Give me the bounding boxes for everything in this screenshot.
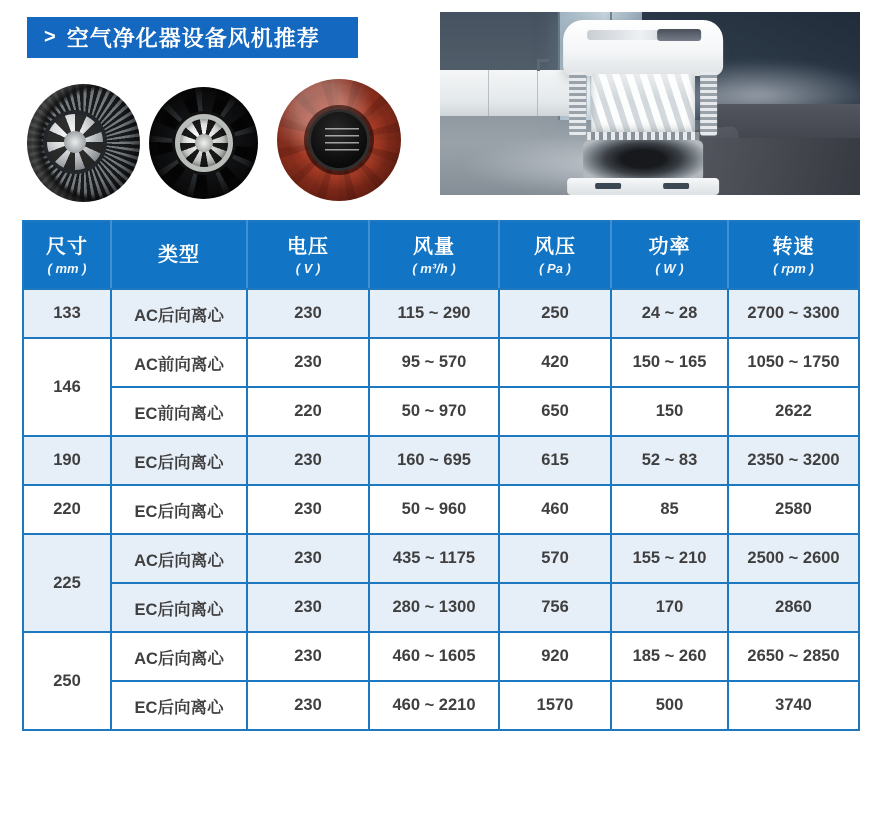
air-purifier-scene-photo	[440, 12, 860, 195]
spec-cell: 1050 ~ 1750	[728, 338, 859, 387]
column-header: 电压 ( V )	[247, 221, 369, 289]
column-header: 风量 ( m³/h )	[369, 221, 499, 289]
spec-cell: 756	[499, 583, 611, 632]
fan-spec-table	[22, 220, 860, 731]
spec-cell: 570	[499, 534, 611, 583]
table-row	[23, 289, 859, 338]
spec-cell: 160 ~ 695	[369, 436, 499, 485]
table-row	[23, 632, 859, 681]
spec-cell: AC后向离心	[111, 534, 247, 583]
table-row	[23, 485, 859, 534]
spec-cell: 3740	[728, 681, 859, 730]
size-cell: 225	[23, 534, 111, 632]
spec-cell: EC后向离心	[111, 583, 247, 632]
black-centrifugal-fan-image	[149, 87, 258, 199]
spec-cell: 230	[247, 681, 369, 730]
spec-cell: 230	[247, 534, 369, 583]
table-header	[23, 221, 859, 289]
base-vent-slot	[663, 183, 689, 189]
fan-motor-label	[308, 109, 370, 171]
purifier-top-cap	[563, 20, 723, 76]
size-cell: 190	[23, 436, 111, 485]
table-row	[23, 436, 859, 485]
spec-cell: 230	[247, 583, 369, 632]
spec-cell: 500	[611, 681, 728, 730]
spec-cell: 230	[247, 436, 369, 485]
spec-cell: 95 ~ 570	[369, 338, 499, 387]
header-row	[23, 221, 859, 289]
spec-cell: 230	[247, 632, 369, 681]
spec-cell: 24 ~ 28	[611, 289, 728, 338]
spec-cell: 220	[247, 387, 369, 436]
size-cell: 250	[23, 632, 111, 730]
spec-cell: 50 ~ 960	[369, 485, 499, 534]
size-cell: 133	[23, 289, 111, 338]
column-header: 类型	[111, 221, 247, 289]
air-purifier-cutaway	[557, 20, 729, 195]
page-title: 空气净化器设备风机推荐	[66, 26, 320, 51]
spec-cell: 2580	[728, 485, 859, 534]
column-header: 风压 ( Pa )	[499, 221, 611, 289]
size-cell: 146	[23, 338, 111, 436]
spec-cell: 230	[247, 289, 369, 338]
spec-cell: 2622	[728, 387, 859, 436]
spec-cell: 1570	[499, 681, 611, 730]
column-header: 转速 ( rpm )	[728, 221, 859, 289]
spec-cell: 50 ~ 970	[369, 387, 499, 436]
spec-cell: EC前向离心	[111, 387, 247, 436]
spec-cell: 2860	[728, 583, 859, 632]
purifier-base	[567, 178, 719, 195]
spec-cell: 230	[247, 338, 369, 387]
spec-cell: EC后向离心	[111, 485, 247, 534]
spec-cell: 115 ~ 290	[369, 289, 499, 338]
table-row	[23, 583, 859, 632]
spec-cell: 280 ~ 1300	[369, 583, 499, 632]
purifier-display-slot	[657, 29, 701, 41]
spec-cell: 2350 ~ 3200	[728, 436, 859, 485]
spec-cell: 2700 ~ 3300	[728, 289, 859, 338]
spec-cell: 52 ~ 83	[611, 436, 728, 485]
spec-cell: 85	[611, 485, 728, 534]
spec-cell: 420	[499, 338, 611, 387]
spec-cell: 920	[499, 632, 611, 681]
filter-edge	[587, 132, 699, 140]
purifier-right-post	[700, 72, 717, 136]
spec-cell: 185 ~ 260	[611, 632, 728, 681]
column-header: 功率 ( W )	[611, 221, 728, 289]
red-centrifugal-fan-image	[277, 79, 401, 201]
fan-hub	[175, 114, 233, 172]
spec-cell: AC后向离心	[111, 289, 247, 338]
spec-cell: 2500 ~ 2600	[728, 534, 859, 583]
spec-cell: 150 ~ 165	[611, 338, 728, 387]
label-text-lines	[325, 128, 359, 156]
spec-cell: EC后向离心	[111, 436, 247, 485]
purifier-left-post	[569, 72, 586, 136]
hepa-filter-pleats	[591, 74, 695, 136]
spec-cell: AC前向离心	[111, 338, 247, 387]
column-header: 尺寸 ( mm )	[23, 221, 111, 289]
spec-cell: 250	[499, 289, 611, 338]
spec-cell: 2650 ~ 2850	[728, 632, 859, 681]
internal-fan-cavity	[583, 140, 703, 182]
spec-cell: 150	[611, 387, 728, 436]
spec-cell: 155 ~ 210	[611, 534, 728, 583]
fan-hub	[43, 110, 107, 174]
spec-cell: 460	[499, 485, 611, 534]
faucet	[537, 59, 540, 71]
spec-cell: 170	[611, 583, 728, 632]
spec-cell: 650	[499, 387, 611, 436]
base-vent-slot	[595, 183, 621, 189]
size-cell: 220	[23, 485, 111, 534]
spec-cell: 460 ~ 1605	[369, 632, 499, 681]
table-row	[23, 338, 859, 387]
spec-cell: EC后向离心	[111, 681, 247, 730]
section-title-banner	[27, 17, 358, 58]
table-row	[23, 534, 859, 583]
spec-cell: 230	[247, 485, 369, 534]
table-row	[23, 387, 859, 436]
spec-cell: 435 ~ 1175	[369, 534, 499, 583]
table-row	[23, 681, 859, 730]
spec-cell: 615	[499, 436, 611, 485]
spec-cell: 460 ~ 2210	[369, 681, 499, 730]
silver-centrifugal-fan-image	[27, 84, 140, 202]
chevron-right-icon: >	[44, 26, 57, 48]
spec-cell: AC后向离心	[111, 632, 247, 681]
